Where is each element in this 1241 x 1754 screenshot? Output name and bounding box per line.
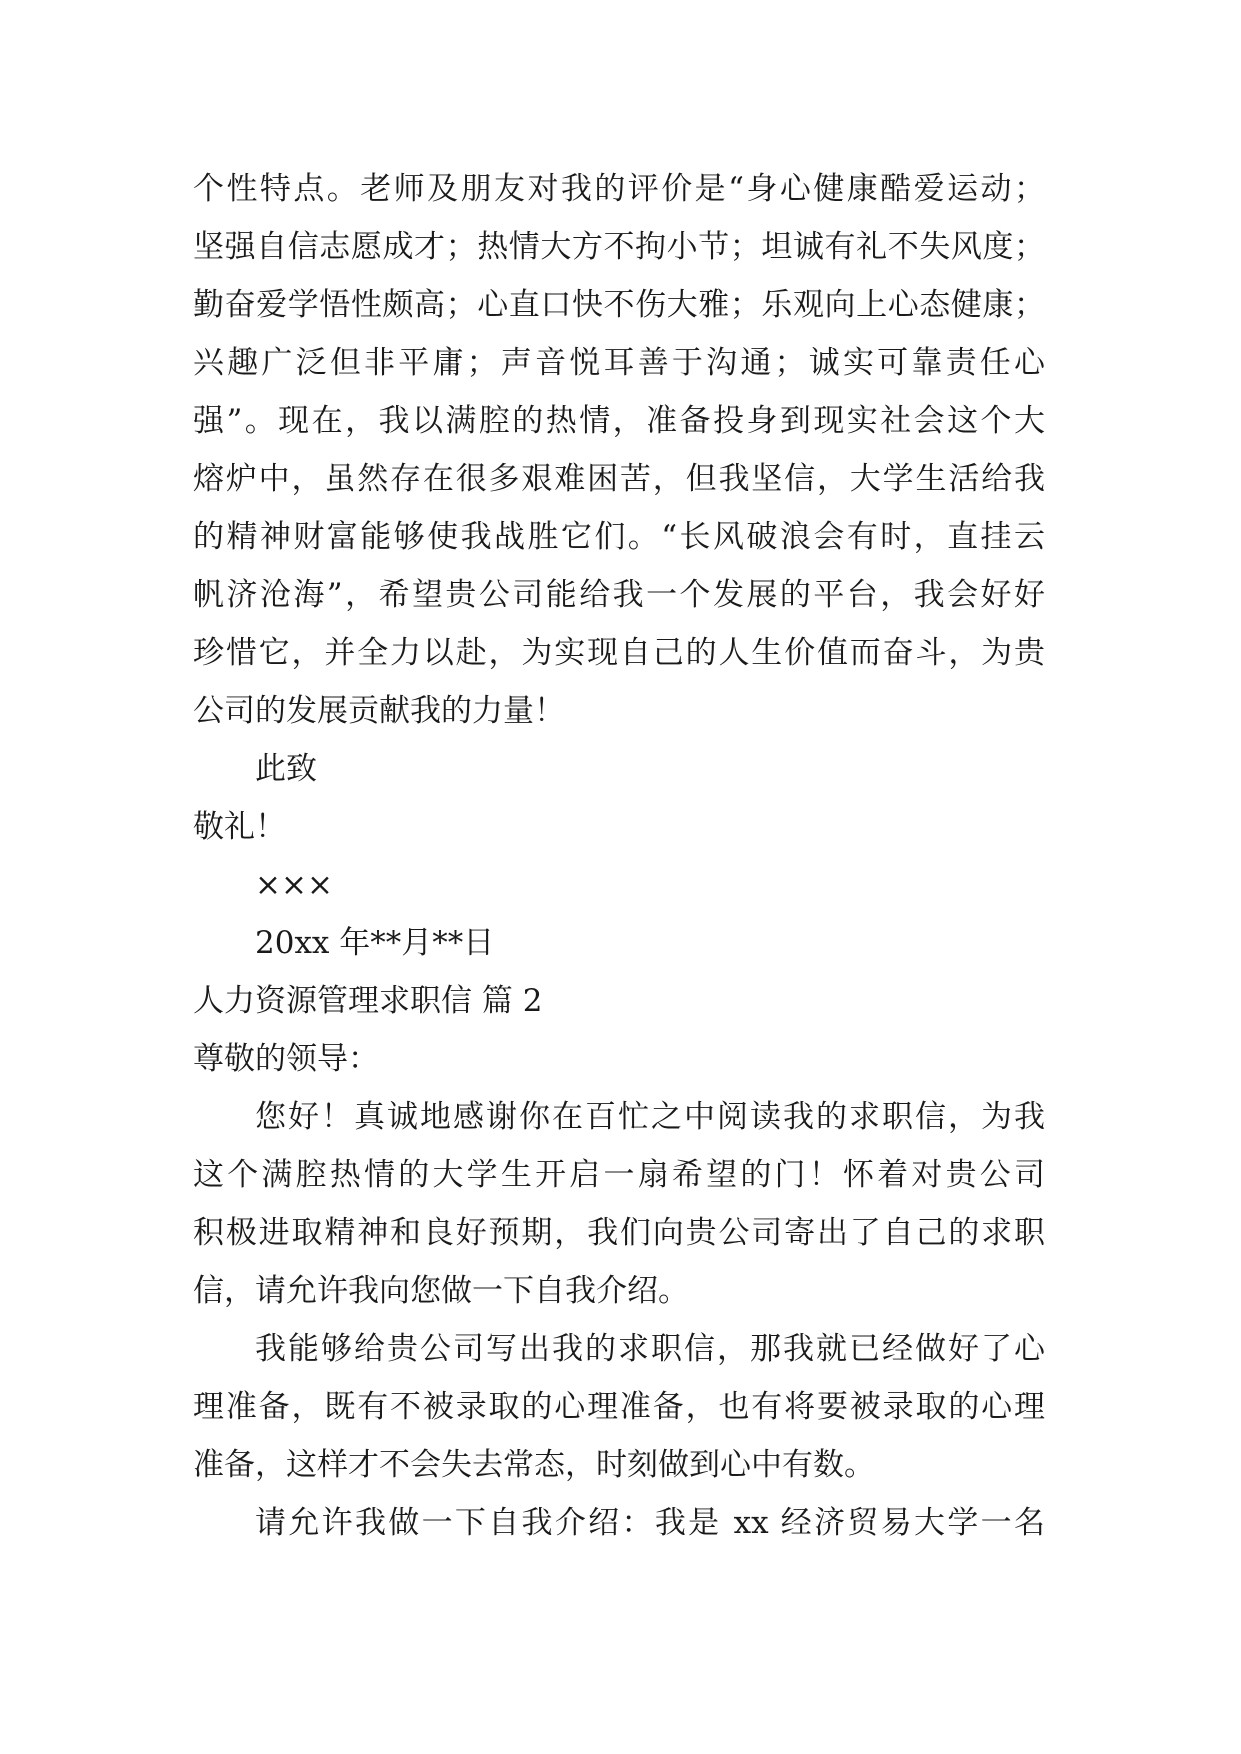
text-line: 强”。现在，我以满腔的热情，准备投身到现实社会这个大 [193,403,1045,439]
signature: ××× [255,867,333,903]
greeting: 尊敬的领导： [193,1041,379,1077]
text-line: 这个满腔热情的大学生开启一扇希望的门！怀着对贵公司 [193,1157,1045,1193]
date: 20xx 年**月**日 [255,925,495,961]
text-line: 公司的发展贡献我的力量！ [193,693,565,729]
text-line: 的精神财富能够使我战胜它们。“长风破浪会有时，直挂云 [193,519,1045,555]
text-line: 勤奋爱学悟性颇高；心直口快不伤大雅；乐观向上心态健康； [193,287,1045,323]
text-line: 熔炉中，虽然存在很多艰难困苦，但我坚信，大学生活给我 [193,461,1045,497]
section-heading: 人力资源管理求职信 篇 2 [193,983,543,1019]
text-line: 信，请允许我向您做一下自我介绍。 [193,1273,689,1309]
text-line: 个性特点。老师及朋友对我的评价是“身心健康酷爱运动； [193,171,1045,207]
letter-body [193,160,1045,1552]
text-line: 准备，这样才不会失去常态，时刻做到心中有数。 [193,1447,875,1483]
text-line: 坚强自信志愿成才；热情大方不拘小节；坦诚有礼不失风度； [193,229,1045,265]
regards: 敬礼！ [193,809,286,845]
salutation-closing: 此致 [255,751,317,787]
text-line: 帆济沧海”，希望贵公司能给我一个发展的平台，我会好好 [193,577,1045,613]
text-line: 我能够给贵公司写出我的求职信，那我就已经做好了心 [255,1331,1045,1367]
text-line: 积极进取精神和良好预期，我们向贵公司寄出了自己的求职 [193,1215,1045,1251]
text-line: 理准备，既有不被录取的心理准备，也有将要被录取的心理 [193,1389,1045,1425]
text-line: 珍惜它，并全力以赴，为实现自己的人生价值而奋斗，为贵 [193,635,1045,671]
text-line: 您好！真诚地感谢你在百忙之中阅读我的求职信，为我 [255,1099,1045,1135]
text-line: 请允许我做一下自我介绍：我是 xx 经济贸易大学一名 [255,1505,1045,1541]
text-line: 兴趣广泛但非平庸；声音悦耳善于沟通；诚实可靠责任心 [193,345,1045,381]
